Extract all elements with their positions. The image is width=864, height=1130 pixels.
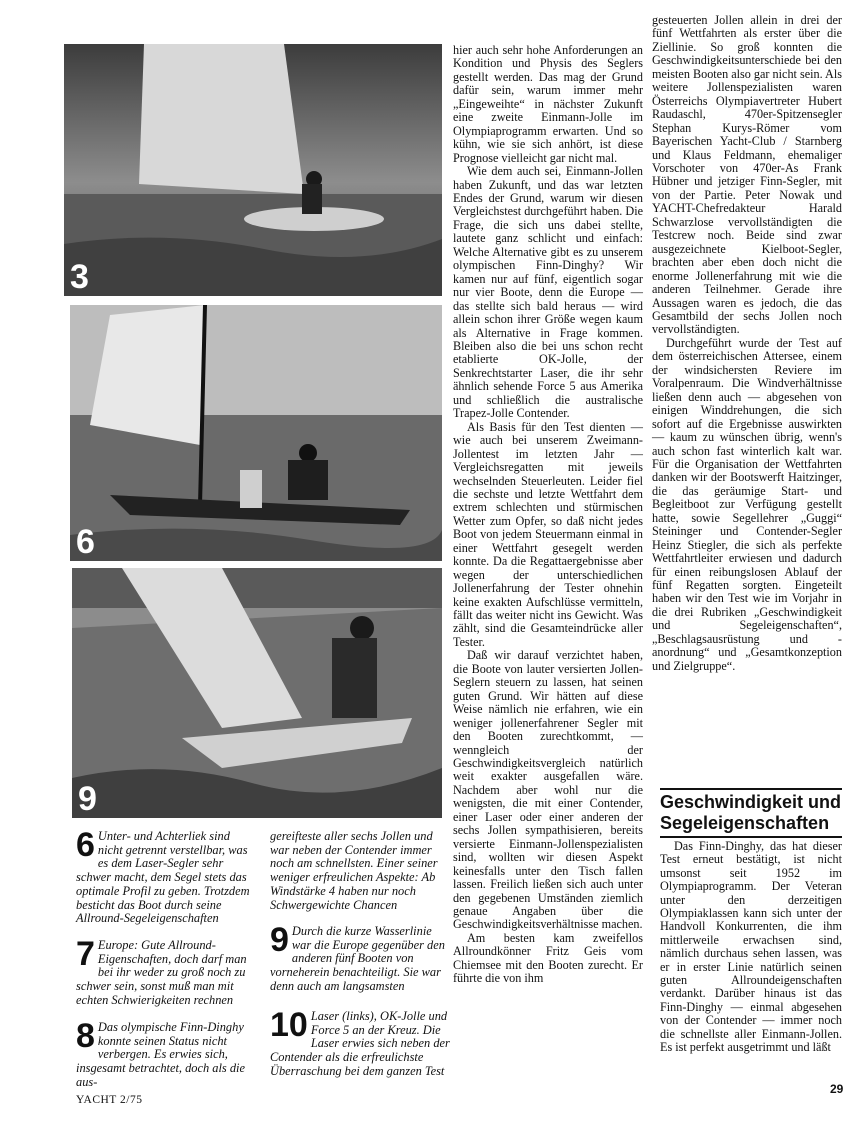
photo-number: 9 — [78, 780, 97, 818]
paragraph: Daß wir darauf verzichtet haben, die Boote von lauter versierten Jollen-Seglern steuern zu lassen, hat seinen guten Grund. Wir hätten auf diese Weise nämlich nie erfahren, wie ein weniger jollenerfahrener Segler mit den Booten zurechtkommt, — wenngleich der Geschwindigkeitsvergleich natürlich weit exakter ausgefallen wäre. Nachdem aber wohl nur die wenigsten, die mit einer Contender, einer Laser oder einer anderen der sechs Jollen sympathisieren, bereits versierte Einmann-Jollenspezialisten sind, wollten wir diesen Aspekt keinesfalls unter den Tisch fallen lassen. Freilich ließen sich auch unter den gegebenen Umständen ziemlich genaue Angaben über die Geschwindigkeitsverhältnisse machen. — [453, 648, 643, 932]
caption-text: Laser (links), OK-Jolle und Force 5 an der Kreuz. Die Laser erwies sich neben der Contender als die erfreulichste Überraschung bei dem ganzen Test — [270, 1009, 450, 1078]
caption-text: Europe: Gute Allround-Eigenschaften, doch darf man bei ihr weder zu groß noch zu schwer sein, sonst muß man mit echten Schwierigkeiten rechnen — [76, 938, 247, 1007]
caption-8-continued — [270, 830, 450, 912]
caption-9 — [270, 921, 452, 994]
photo-number: 3 — [70, 258, 89, 296]
photo-3-image — [64, 44, 442, 296]
caption-text: Das olympische Finn-Dinghy konnte seinen Status nicht verbergen. Es erwies sich, insgesamt betrachtet, doch als die aus- — [76, 1020, 245, 1089]
caption-8 — [76, 1017, 256, 1090]
caption-number: 7 — [76, 935, 95, 973]
caption-text: gereifteste aller sechs Jollen und war neben der Contender immer noch am schnellsten. Einer seiner weniger erfreulichen Aspekte: Ab Windstärke 4 haben nur noch Schwergewichte Chancen — [270, 829, 438, 912]
caption-number: 8 — [76, 1017, 95, 1055]
caption-number: 6 — [76, 826, 95, 864]
section-heading: Geschwindigkeit und Segeleigenschaften — [660, 792, 842, 833]
photo-number: 6 — [76, 523, 95, 561]
caption-text: Unter- und Achterliek sind nicht getrennt verstellbar, was es dem Laser-Segler sehr schwer macht, dem Segel stets das optimale Profil zu geben. Trotzdem besticht das Boot durch seine Allround-Segeleigenschaften — [76, 829, 250, 926]
paragraph: Das Finn-Dinghy, das hat dieser Test erneut bestätigt, ist nicht umsonst seit 1952 im Olympiaprogramm. Der Veteran unter den derzeitigen Olympiaklassen kann sich unter der Handvoll Konkurrenten, die ihm mittlerweile erwachsen sind, nämlich durchaus sehen lassen, was er in erster Linie natürlich seinen guten Allroundeigenschaften verdankt. Darüber hinaus ist das Finn-Dinghy — einmal abgesehen von der Contender — immer noch die schnellste aller Einmann-Jollen. Es ist perfekt ausgetrimmt und läßt — [660, 839, 842, 1055]
caption-10 — [270, 1006, 452, 1079]
article-column-4-continued — [660, 840, 842, 1055]
heading-rule-bottom — [660, 836, 842, 838]
paragraph: Am besten kam zweifellos Allroundkönner Fritz Geis vom Chiemsee mit den Booten zurecht. Er führte die von ihm — [453, 930, 643, 986]
paragraph: hier auch sehr hohe Anforderungen an Kondition und Physis des Seglers gestellt werden. Das mag der Grund dafür sein, warum immer mehr „Eingeweihte“ in nächster Zukunft eine zweite Einmann-Jolle im Olympiaprogramm erwarten. Und so kühn, wie sie sich anhört, ist diese Prognose vielleicht gar nicht mal. — [453, 43, 643, 165]
photo-6 — [70, 305, 442, 561]
paragraph: Als Basis für den Test dienten — wie auch bei unserem Zweimann-Jollentest im letzten Jahr — Vergleichsregatten mit jeweils wechselnden Steuerleuten. Leider fiel die sechste und letzte Wettfahrt dem extrem schlechten und stürmischen Wetter zum Opfer, so daß nicht jedes Boot von jedem Steuermann einmal in einer Wettfahrt gesegelt werden konnte. Da die Regattaergebnisse aber wegen der unterschiedlichen Jollenerfahrung der Tester ohnehin keine exakten Aufschlüsse vermitteln, fällt das weiter nicht ins Gewicht. Was zählt, sind die Gesamteindrücke aller Tester. — [453, 419, 643, 649]
footer-magazine: YACHT 2/75 — [76, 1094, 143, 1106]
caption-number: 9 — [270, 921, 289, 959]
caption-7 — [76, 935, 256, 1008]
caption-text: Durch die kurze Wasserlinie war die Europe gegenüber den anderen fünf Booten von vorneherein benachteiligt. Sie war denn auch am langsamsten — [270, 924, 445, 993]
page-number: 29 — [830, 1082, 844, 1096]
photo-6-image — [70, 305, 442, 561]
article-column-4 — [652, 14, 842, 673]
paragraph: Wie dem auch sei, Einmann-Jollen haben Zukunft, und das war letzten Endes der Grund, warum wir diesen Vergleichstest durchgeführt haben. Die Frage, die sich uns dabei stellte, lautete ganz schlicht und einfach: Welche Alternative gibt es zu unserem olympischen Finn-Dinghy? Wir kamen nur auf fünf, eigentlich sogar nur vier Boote, denn die Europe — das stellte sich bald heraus — wird allein schon ihrer Größe wegen kaum als Alternative in Frage kommen. Bleiben also die bei uns schon recht etablierte OK-Jolle, der Senkrechtstarter Laser, die ihr sehr ähnlich sehende Force 5 aus Amerika und schließlich die australische Trapez-Jolle Contender. — [453, 164, 643, 421]
photo-9 — [72, 568, 442, 818]
photo-3 — [64, 44, 442, 296]
article-column-3 — [453, 44, 643, 986]
photo-9-image — [72, 568, 442, 818]
heading-rule-top — [660, 788, 842, 790]
caption-6 — [76, 826, 256, 926]
caption-number: 10 — [270, 1006, 308, 1044]
paragraph: Durchgeführt wurde der Test auf dem österreichischen Attersee, einem der windsichersten Reviere im Voralpenraum. Die Windverhältnisse ließen denn auch — abgesehen von einigen Winddrehungen, die sich sofort auf die Ergebnisse auswirkten — kaum zu wünschen übrig, wenn's auch schon fast winterlich kalt war. Für die Organisation der Wettfahrten danken wir der Bootswerft Haitzinger, die das geräumige Start- und Begleitboot zur Verfügung gestellt hatte, sowie Segellehrer „Guggi“ Steininger und Contender-Segler Heinz Stiegler, die sich als perfekte Wettfahrtleiter erwiesen und dadurch für einen reibungslosen Ablauf der fünf Regatten sorgten. Eingeteilt haben wir den Test wie im Vorjahr in die drei Rubriken „Geschwindigkeit und Segeleigenschaften“, „Beschlagsausrüstung und -anordnung“ und „Gesamtkonzeption und Zielgruppe“. — [652, 335, 842, 673]
paragraph: gesteuerten Jollen allein in drei der fünf Wettfahrten als erster über die Ziellinie. So groß konnten die Geschwindigkeitsunterschiede bei den meisten Booten also gar nicht sein. Als weitere Jollenspezialisten waren Österreichs Olympiavertreter Hubert Raudaschl, 470er-Spitzensegler Stephan Kurys-Römer vom Bayerischen Yacht-Club / Starnberg und Klaus Feldmann, ehemaliger Vorschoter von 470er-As Frank Hübner und jetziger Finn-Segler, mit von der Partie. Peter Nowak und YACHT-Chefredakteur Harald Schwarzlose vervollständigten die Testcrew noch. Beide sind zwar ausgezeichnete Kielboot-Segler, brachten aber eben doch nicht die enorme Jollenerfahrung mit wie die anderen Teilnehmer. Gerade ihre Aussagen waren es jedoch, die das Gesamtbild der sechs Jollen noch vervollständigten. — [652, 13, 842, 337]
